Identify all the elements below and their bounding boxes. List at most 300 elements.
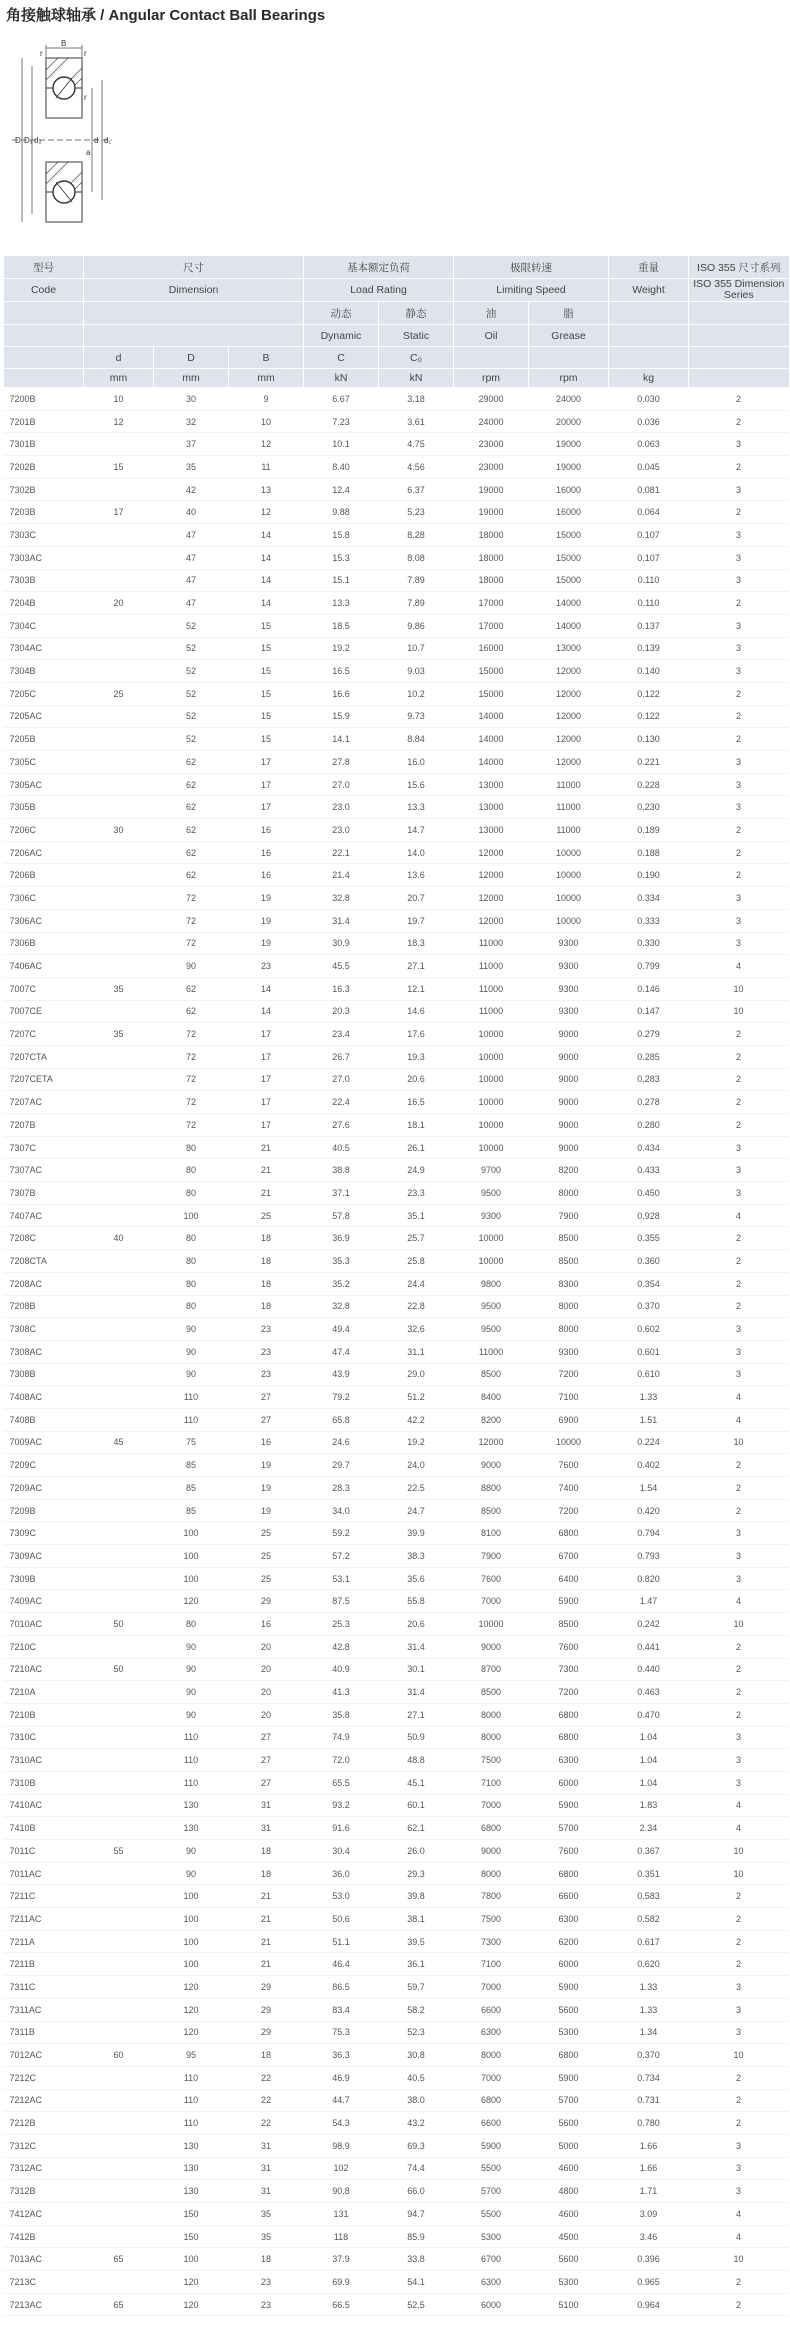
cell-speed-grease: 7200 (529, 1499, 609, 1522)
cell-weight: 0.793 (609, 1545, 689, 1568)
cell-iso-series: 3 (689, 433, 789, 456)
cell-iso-series: 2 (689, 388, 789, 411)
cell-outer-D: 130 (154, 2134, 229, 2157)
table-row (4, 2271, 789, 2294)
cell-speed-grease: 10000 (529, 887, 609, 910)
cell-speed-grease: 11000 (529, 796, 609, 819)
cell-code: 7311B (4, 2021, 84, 2044)
cell-dynamic-C: 45.5 (304, 955, 379, 978)
cell-code: 7212B (4, 2112, 84, 2135)
cell-weight: 0.230 (609, 796, 689, 819)
cell-code: 7309B (4, 1567, 84, 1590)
cell-static-C0: 22.8 (379, 1295, 454, 1318)
cell-width-B: 23 (229, 2271, 304, 2294)
cell-static-C0: 19.3 (379, 1045, 454, 1068)
cell-iso-series: 4 (689, 2203, 789, 2226)
cell-speed-oil: 7000 (454, 1794, 529, 1817)
cell-outer-D: 42 (154, 478, 229, 501)
cell-speed-oil: 29000 (454, 388, 529, 411)
cell-weight: 0.285 (609, 1045, 689, 1068)
table-row (4, 909, 789, 932)
cell-outer-D: 47 (154, 569, 229, 592)
cell-iso-series: 10 (689, 977, 789, 1000)
cell-speed-grease: 12000 (529, 682, 609, 705)
cell-static-C0: 29.0 (379, 1363, 454, 1386)
cell-static-C0: 7.89 (379, 592, 454, 615)
header-code-cn: 型号 (4, 256, 84, 279)
cell-dynamic-C: 74.9 (304, 1726, 379, 1749)
header-dimension-en: Dimension (84, 279, 304, 302)
cell-static-C0: 58.2 (379, 1998, 454, 2021)
cell-static-C0: 48.8 (379, 1749, 454, 1772)
cell-iso-series: 3 (689, 478, 789, 501)
table-row (4, 1522, 789, 1545)
cell-bore-d (84, 1976, 154, 1999)
cell-speed-grease: 10000 (529, 864, 609, 887)
cell-static-C0: 24.0 (379, 1454, 454, 1477)
cell-weight: 1.04 (609, 1726, 689, 1749)
cell-speed-grease: 12000 (529, 751, 609, 774)
cell-code: 7310C (4, 1726, 84, 1749)
cell-speed-grease: 6800 (529, 1703, 609, 1726)
cell-outer-D: 80 (154, 1272, 229, 1295)
cell-dynamic-C: 90.8 (304, 2180, 379, 2203)
cell-width-B: 20 (229, 1635, 304, 1658)
table-row (4, 388, 789, 411)
cell-static-C0: 20.7 (379, 887, 454, 910)
table-row (4, 1771, 789, 1794)
cell-outer-D: 80 (154, 1295, 229, 1318)
cell-outer-D: 72 (154, 1114, 229, 1137)
cell-weight: 0.799 (609, 955, 689, 978)
cell-bore-d (84, 2271, 154, 2294)
cell-outer-D: 32 (154, 410, 229, 433)
cell-outer-D: 52 (154, 614, 229, 637)
cell-speed-oil: 5900 (454, 2134, 529, 2157)
cell-weight: 1.66 (609, 2134, 689, 2157)
cell-outer-D: 75 (154, 1431, 229, 1454)
cell-speed-oil: 5500 (454, 2203, 529, 2226)
cell-weight: 0.137 (609, 614, 689, 637)
cell-speed-grease: 6400 (529, 1567, 609, 1590)
cell-static-C0: 33.8 (379, 2248, 454, 2271)
cell-width-B: 15 (229, 682, 304, 705)
cell-width-B: 15 (229, 660, 304, 683)
cell-bore-d (84, 2157, 154, 2180)
table-row (4, 773, 789, 796)
cell-outer-D: 120 (154, 1590, 229, 1613)
cell-dynamic-C: 46.9 (304, 2066, 379, 2089)
cell-static-C0: 45.1 (379, 1771, 454, 1794)
cell-static-C0: 50.9 (379, 1726, 454, 1749)
cell-width-B: 14 (229, 546, 304, 569)
cell-iso-series: 2 (689, 705, 789, 728)
cell-dynamic-C: 36.0 (304, 1862, 379, 1885)
cell-outer-D: 90 (154, 1862, 229, 1885)
table-row (4, 841, 789, 864)
cell-iso-series: 2 (689, 1227, 789, 1250)
cell-speed-grease: 5900 (529, 1590, 609, 1613)
cell-speed-oil: 7500 (454, 1908, 529, 1931)
cell-weight: 1.47 (609, 1590, 689, 1613)
cell-width-B: 17 (229, 796, 304, 819)
cell-bore-d: 20 (84, 592, 154, 615)
cell-speed-oil: 9500 (454, 1182, 529, 1205)
cell-outer-D: 90 (154, 1840, 229, 1863)
cell-speed-oil: 13000 (454, 773, 529, 796)
cell-weight: 0.794 (609, 1522, 689, 1545)
cell-bore-d (84, 569, 154, 592)
cell-outer-D: 120 (154, 2021, 229, 2044)
cell-weight: 0.582 (609, 1908, 689, 1931)
cell-bore-d (84, 524, 154, 547)
cell-width-B: 14 (229, 524, 304, 547)
table-row (4, 1817, 789, 1840)
cell-bore-d (84, 2089, 154, 2112)
cell-iso-series: 2 (689, 1703, 789, 1726)
cell-width-B: 21 (229, 1908, 304, 1931)
diagram-label-r: r (40, 49, 43, 58)
cell-iso-series: 3 (689, 1182, 789, 1205)
cell-width-B: 15 (229, 705, 304, 728)
cell-static-C0: 23.3 (379, 1182, 454, 1205)
cell-width-B: 15 (229, 637, 304, 660)
cell-outer-D: 100 (154, 1522, 229, 1545)
cell-code: 7207AC (4, 1091, 84, 1114)
cell-dynamic-C: 27.6 (304, 1114, 379, 1137)
table-row (4, 1431, 789, 1454)
cell-dynamic-C: 18.5 (304, 614, 379, 637)
cell-static-C0: 52.3 (379, 2021, 454, 2044)
cell-code: 7210AC (4, 1658, 84, 1681)
cell-weight: 0.434 (609, 1136, 689, 1159)
cell-width-B: 12 (229, 433, 304, 456)
cell-iso-series: 10 (689, 2248, 789, 2271)
cell-dynamic-C: 54.3 (304, 2112, 379, 2135)
cell-code: 7311C (4, 1976, 84, 1999)
table-row (4, 1545, 789, 1568)
cell-speed-grease: 15000 (529, 569, 609, 592)
cell-dynamic-C: 28.3 (304, 1477, 379, 1500)
cell-static-C0: 24.9 (379, 1159, 454, 1182)
cell-iso-series: 10 (689, 1000, 789, 1023)
cell-dynamic-C: 24.6 (304, 1431, 379, 1454)
cell-width-B: 21 (229, 1159, 304, 1182)
cell-dynamic-C: 35.3 (304, 1250, 379, 1273)
cell-speed-grease: 13000 (529, 637, 609, 660)
cell-bore-d: 50 (84, 1613, 154, 1636)
cell-bore-d (84, 1386, 154, 1409)
cell-speed-oil: 8800 (454, 1477, 529, 1500)
cell-dynamic-C: 93.2 (304, 1794, 379, 1817)
cell-bore-d (84, 1567, 154, 1590)
cell-weight: 0.333 (609, 909, 689, 932)
cell-dynamic-C: 42.8 (304, 1635, 379, 1658)
cell-weight: 0.780 (609, 2112, 689, 2135)
cell-bore-d (84, 1794, 154, 1817)
table-row (4, 1068, 789, 1091)
cell-code: 7210A (4, 1681, 84, 1704)
cell-code: 7312AC (4, 2157, 84, 2180)
diagram-label-d2: d₂ (34, 136, 42, 145)
cell-outer-D: 80 (154, 1182, 229, 1205)
cell-outer-D: 90 (154, 955, 229, 978)
cell-dynamic-C: 66.5 (304, 2293, 379, 2316)
cell-speed-grease: 5300 (529, 2021, 609, 2044)
cell-dynamic-C: 79.2 (304, 1386, 379, 1409)
cell-speed-grease: 9000 (529, 1045, 609, 1068)
cell-dynamic-C: 53.1 (304, 1567, 379, 1590)
cell-bore-d: 50 (84, 1658, 154, 1681)
cell-outer-D: 30 (154, 388, 229, 411)
cell-bore-d (84, 1318, 154, 1341)
cell-code: 7303B (4, 569, 84, 592)
cell-outer-D: 62 (154, 1000, 229, 1023)
cell-speed-oil: 10000 (454, 1091, 529, 1114)
cell-static-C0: 20.6 (379, 1613, 454, 1636)
cell-speed-grease: 11000 (529, 819, 609, 842)
diagram-label-D: D (15, 136, 21, 145)
cell-iso-series: 2 (689, 1908, 789, 1931)
table-row (4, 1681, 789, 1704)
cell-dynamic-C: 22.1 (304, 841, 379, 864)
cell-outer-D: 52 (154, 705, 229, 728)
table-row (4, 1885, 789, 1908)
cell-code: 7409AC (4, 1590, 84, 1613)
cell-bore-d (84, 1204, 154, 1227)
cell-weight: 0.354 (609, 1272, 689, 1295)
cell-speed-oil: 9500 (454, 1318, 529, 1341)
cell-static-C0: 4.75 (379, 433, 454, 456)
table-row (4, 705, 789, 728)
cell-speed-oil: 10000 (454, 1045, 529, 1068)
cell-static-C0: 32.6 (379, 1318, 454, 1341)
cell-width-B: 17 (229, 1068, 304, 1091)
cell-static-C0: 69.3 (379, 2134, 454, 2157)
cell-dynamic-C: 27.0 (304, 1068, 379, 1091)
cell-static-C0: 15.6 (379, 773, 454, 796)
cell-outer-D: 80 (154, 1613, 229, 1636)
cell-static-C0: 30.1 (379, 1658, 454, 1681)
cell-speed-oil: 7000 (454, 2066, 529, 2089)
cell-bore-d (84, 1545, 154, 1568)
cell-static-C0: 3.61 (379, 410, 454, 433)
cell-outer-D: 72 (154, 887, 229, 910)
cell-dynamic-C: 27.8 (304, 751, 379, 774)
cell-dynamic-C: 65.5 (304, 1771, 379, 1794)
cell-width-B: 14 (229, 1000, 304, 1023)
cell-weight: 0.122 (609, 705, 689, 728)
cell-width-B: 14 (229, 569, 304, 592)
cell-width-B: 18 (229, 1272, 304, 1295)
cell-bore-d (84, 2066, 154, 2089)
cell-speed-grease: 19000 (529, 456, 609, 479)
cell-speed-grease: 8500 (529, 1227, 609, 1250)
cell-speed-oil: 5700 (454, 2180, 529, 2203)
cell-speed-oil: 19000 (454, 478, 529, 501)
cell-width-B: 17 (229, 751, 304, 774)
cell-speed-oil: 19000 (454, 501, 529, 524)
cell-bore-d (84, 773, 154, 796)
table-row (4, 2248, 789, 2271)
cell-dynamic-C: 102 (304, 2157, 379, 2180)
cell-weight: 0.440 (609, 1658, 689, 1681)
cell-speed-grease: 14000 (529, 614, 609, 637)
cell-iso-series: 3 (689, 2157, 789, 2180)
table-row (4, 1998, 789, 2021)
cell-bore-d: 17 (84, 501, 154, 524)
bearing-spec-table (3, 256, 789, 2316)
cell-speed-oil: 7600 (454, 1567, 529, 1590)
cell-width-B: 18 (229, 1250, 304, 1273)
cell-bore-d (84, 1635, 154, 1658)
cell-dynamic-C: 16.6 (304, 682, 379, 705)
cell-outer-D: 47 (154, 592, 229, 615)
cell-iso-series: 3 (689, 1363, 789, 1386)
cell-bore-d (84, 1885, 154, 1908)
cell-width-B: 21 (229, 1182, 304, 1205)
cell-bore-d: 30 (84, 819, 154, 842)
cell-code: 7412AC (4, 2203, 84, 2226)
cell-speed-grease: 10000 (529, 841, 609, 864)
cell-static-C0: 18.3 (379, 932, 454, 955)
cell-iso-series: 4 (689, 1817, 789, 1840)
cell-dynamic-C: 75.3 (304, 2021, 379, 2044)
diagram-label-a: a (86, 148, 91, 157)
cell-weight: 0.045 (609, 456, 689, 479)
table-row (4, 2180, 789, 2203)
cell-speed-grease: 5900 (529, 1794, 609, 1817)
cell-speed-oil: 9800 (454, 1272, 529, 1295)
cell-width-B: 18 (229, 1227, 304, 1250)
cell-outer-D: 100 (154, 1885, 229, 1908)
cell-dynamic-C: 131 (304, 2203, 379, 2226)
header-iso-en: ISO 355 Dimension Series (689, 279, 789, 302)
cell-bore-d (84, 1681, 154, 1704)
cell-iso-series: 3 (689, 546, 789, 569)
cell-code: 7210C (4, 1635, 84, 1658)
cell-dynamic-C: 47.4 (304, 1340, 379, 1363)
cell-speed-oil: 9500 (454, 1295, 529, 1318)
cell-weight: 0.283 (609, 1068, 689, 1091)
cell-width-B: 21 (229, 1885, 304, 1908)
cell-code: 7205B (4, 728, 84, 751)
cell-outer-D: 90 (154, 1703, 229, 1726)
cell-weight: 0.583 (609, 1885, 689, 1908)
cell-code: 7206AC (4, 841, 84, 864)
cell-dynamic-C: 65.8 (304, 1408, 379, 1431)
cell-speed-oil: 6800 (454, 2089, 529, 2112)
cell-speed-grease: 20000 (529, 410, 609, 433)
table-row (4, 1749, 789, 1772)
cell-weight: 0.030 (609, 388, 689, 411)
cell-bore-d (84, 1908, 154, 1931)
cell-outer-D: 80 (154, 1250, 229, 1273)
cell-weight: 0.355 (609, 1227, 689, 1250)
diagram-label-D1: D₁ (24, 136, 33, 145)
cell-width-B: 17 (229, 1045, 304, 1068)
cell-speed-grease: 8500 (529, 1250, 609, 1273)
cell-iso-series: 2 (689, 1114, 789, 1137)
cell-iso-series: 2 (689, 864, 789, 887)
cell-width-B: 35 (229, 2225, 304, 2248)
cell-code: 7305B (4, 796, 84, 819)
cell-width-B: 18 (229, 2248, 304, 2271)
cell-static-C0: 9.73 (379, 705, 454, 728)
cell-iso-series: 3 (689, 751, 789, 774)
cell-iso-series: 4 (689, 1204, 789, 1227)
header-dynamic-cn: 动态 (304, 302, 379, 325)
cell-speed-grease: 5100 (529, 2293, 609, 2316)
cell-code: 7412B (4, 2225, 84, 2248)
cell-outer-D: 150 (154, 2225, 229, 2248)
cell-code: 7200B (4, 388, 84, 411)
cell-width-B: 31 (229, 1794, 304, 1817)
cell-width-B: 27 (229, 1749, 304, 1772)
cell-weight: 0.441 (609, 1635, 689, 1658)
cell-width-B: 25 (229, 1567, 304, 1590)
cell-dynamic-C: 16.3 (304, 977, 379, 1000)
cell-speed-grease: 12000 (529, 728, 609, 751)
cell-weight: 1.33 (609, 1976, 689, 1999)
cell-code: 7307C (4, 1136, 84, 1159)
cell-dynamic-C: 13.3 (304, 592, 379, 615)
cell-weight: 0.188 (609, 841, 689, 864)
cell-width-B: 9 (229, 388, 304, 411)
table-row (4, 1363, 789, 1386)
cell-static-C0: 8.08 (379, 546, 454, 569)
cell-speed-oil: 10000 (454, 1250, 529, 1273)
cell-width-B: 22 (229, 2089, 304, 2112)
cell-width-B: 31 (229, 2180, 304, 2203)
table-row (4, 1272, 789, 1295)
table-row (4, 977, 789, 1000)
cell-code: 7410AC (4, 1794, 84, 1817)
cell-speed-oil: 11000 (454, 1340, 529, 1363)
cell-outer-D: 110 (154, 1386, 229, 1409)
cell-weight: 1.54 (609, 1477, 689, 1500)
cell-weight: 0.731 (609, 2089, 689, 2112)
cell-dynamic-C: 30.9 (304, 932, 379, 955)
cell-code: 7309C (4, 1522, 84, 1545)
cell-speed-grease: 7100 (529, 1386, 609, 1409)
table-row (4, 1023, 789, 1046)
cell-static-C0: 19.2 (379, 1431, 454, 1454)
cell-width-B: 31 (229, 2134, 304, 2157)
cell-weight: 0.601 (609, 1340, 689, 1363)
cell-bore-d (84, 887, 154, 910)
cell-code: 7212AC (4, 2089, 84, 2112)
table-row (4, 1408, 789, 1431)
cell-static-C0: 74.4 (379, 2157, 454, 2180)
cell-speed-oil: 10000 (454, 1227, 529, 1250)
cell-weight: 0.189 (609, 819, 689, 842)
cell-width-B: 20 (229, 1681, 304, 1704)
header-oil-en: Oil (454, 325, 529, 347)
cell-dynamic-C: 35.2 (304, 1272, 379, 1295)
cell-weight: 0.620 (609, 1953, 689, 1976)
table-row (4, 1590, 789, 1613)
diagram-label-r: r (84, 49, 87, 58)
header-static-cn: 静态 (379, 302, 454, 325)
cell-outer-D: 80 (154, 1227, 229, 1250)
cell-outer-D: 110 (154, 2112, 229, 2135)
cell-weight: 0.063 (609, 433, 689, 456)
cell-bore-d: 55 (84, 1840, 154, 1863)
cell-weight: 0.470 (609, 1703, 689, 1726)
cell-code: 7204B (4, 592, 84, 615)
cell-code: 7207CTA (4, 1045, 84, 1068)
